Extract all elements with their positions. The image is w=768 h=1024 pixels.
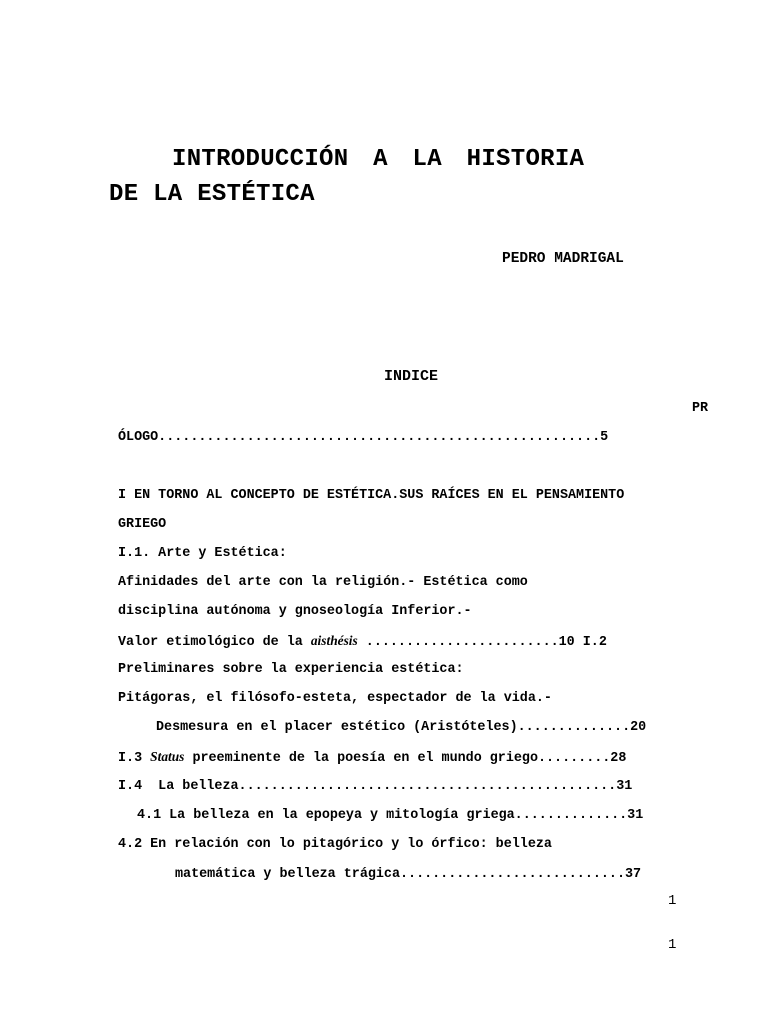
index-entry: 4.1 La belleza en la epopeya y mitología griega..............31 xyxy=(137,808,644,823)
title-line-2: DE LA ESTÉTICA xyxy=(109,181,315,208)
entry-suffix: ........................10 I.2 xyxy=(357,635,607,650)
index-entry: Desmesura en el placer estético (Aristóteles)..............20 xyxy=(156,720,647,735)
entry-prefix: Valor etimológico de la xyxy=(118,635,311,650)
index-entry xyxy=(118,632,607,652)
index-entry xyxy=(118,748,626,768)
index-entry: 4.2 En relación con lo pitagórico y lo órfico: belleza xyxy=(118,837,552,852)
index-entry: Afinidades del arte con la religión.- Estética como xyxy=(118,575,528,590)
page-number: 1 xyxy=(668,937,677,953)
index-heading: INDICE xyxy=(384,368,439,385)
entry-italic: Status xyxy=(150,749,185,764)
index-entry: disciplina autónoma y gnoseología Inferior.- xyxy=(118,604,472,619)
index-entry: Preliminares sobre la experiencia estética: xyxy=(118,662,464,677)
entry-prefix: I.3 xyxy=(118,751,151,766)
index-entry: I EN TORNO AL CONCEPTO DE ESTÉTICA.SUS RAÍCES EN EL PENSAMIENTO xyxy=(118,488,625,503)
title-line-1: INTRODUCCIÓN A LA HISTORIA xyxy=(172,146,585,173)
entry-italic: aisthésis xyxy=(310,633,358,648)
index-entry: PR xyxy=(692,401,709,416)
index-entry: Pitágoras, el filósofo-esteta, espectador de la vida.- xyxy=(118,691,552,706)
entry-suffix: preeminente de la poesía en el mundo griego.........28 xyxy=(184,751,627,766)
index-entry: matemática y belleza trágica............................37 xyxy=(175,867,642,882)
index-entry: I.4 La belleza...............................................31 xyxy=(118,779,633,794)
index-entry: I.1. Arte y Estética: xyxy=(118,546,287,561)
index-entry: ÓLOGO.......................................................5 xyxy=(118,430,609,445)
author-name: PEDRO MADRIGAL xyxy=(502,251,624,267)
page-number: 1 xyxy=(668,893,677,909)
index-entry: GRIEGO xyxy=(118,517,167,532)
